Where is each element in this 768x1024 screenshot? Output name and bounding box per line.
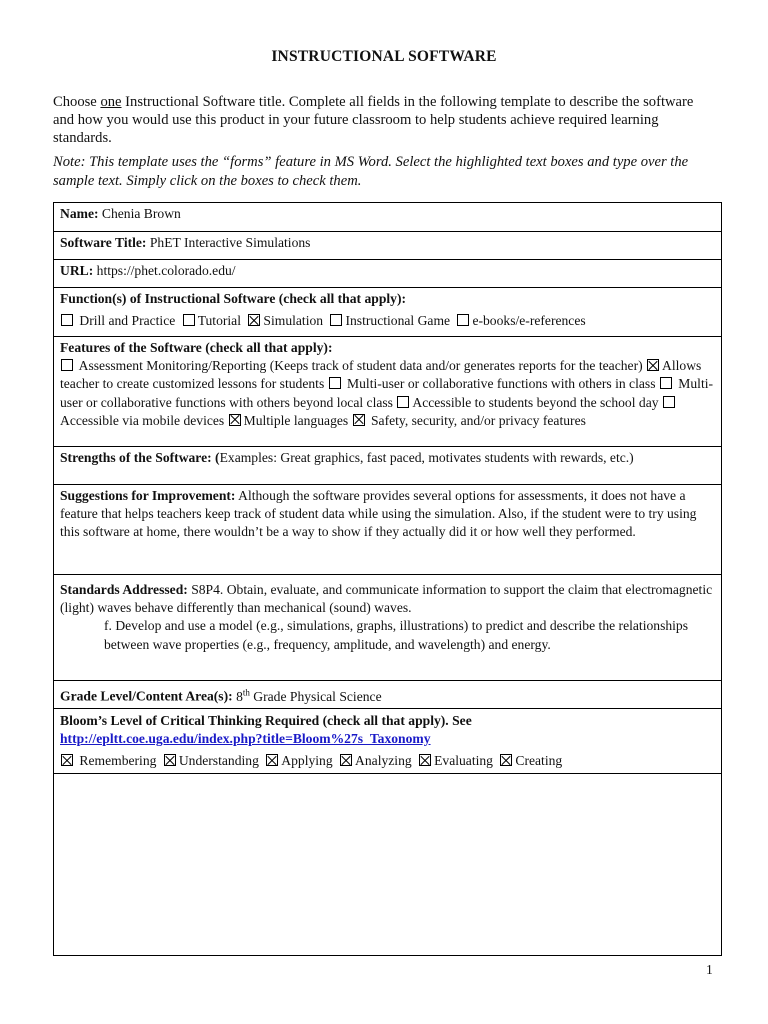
- empty-response-cell[interactable]: [54, 773, 722, 955]
- features-checkbox-2[interactable]: [329, 377, 341, 389]
- empty-response-row: [54, 773, 722, 955]
- name-row: [54, 203, 722, 232]
- grade-label: Grade Level/Content Area(s):: [60, 688, 233, 704]
- name-field[interactable]: Chenia Brown: [101, 206, 181, 221]
- strengths-row: [54, 447, 722, 485]
- url-row: [54, 260, 722, 288]
- features-option-label: Multi-user or collaborative functions with others in class: [347, 376, 656, 392]
- url-label: URL:: [60, 263, 94, 278]
- functions-checkbox-1[interactable]: [183, 314, 195, 326]
- functions-option-label: Tutorial: [197, 313, 241, 329]
- grade-row: [54, 681, 722, 709]
- software-title-field[interactable]: PhET Interactive Simulations: [149, 235, 311, 250]
- standards-row: [54, 575, 722, 681]
- features-checkbox-4[interactable]: [397, 396, 409, 408]
- grade-field[interactable]: [236, 689, 382, 704]
- features-option-label: Accessible to students beyond the school day: [412, 394, 659, 410]
- features-option-label: Multi-user or collaborative functions with others beyond local class: [60, 376, 714, 410]
- bloom-checkbox-0[interactable]: [61, 754, 73, 766]
- intro-underlined: one: [100, 94, 122, 110]
- bloom-options: [60, 752, 715, 770]
- bloom-option-label: Understanding: [178, 753, 259, 769]
- suggestions-label: Suggestions for Improvement:: [60, 488, 236, 503]
- functions-options: [60, 312, 715, 330]
- strengths-label: Strengths of the Software: (: [60, 450, 220, 465]
- functions-checkbox-0[interactable]: [61, 314, 73, 326]
- functions-option-label: Instructional Game: [345, 313, 451, 329]
- bloom-option-label: Evaluating: [434, 753, 493, 769]
- functions-option-label: e-books/e-references: [472, 313, 586, 329]
- grade-suffix: th: [242, 687, 250, 697]
- intro-paragraph: [53, 93, 718, 147]
- software-title-row: [54, 232, 722, 260]
- features-checkbox-3[interactable]: [660, 377, 672, 389]
- software-title-label: Software Title:: [60, 235, 147, 250]
- functions-checkbox-3[interactable]: [330, 314, 342, 326]
- features-row: [54, 337, 722, 447]
- features-checkbox-1[interactable]: [647, 359, 659, 371]
- suggestions-row: [54, 485, 722, 575]
- standards-sub[interactable]: f. Develop and use a model (e.g., simulations, graphs, illustrations) to predict and describe the relationships between wave properties (e.g., frequency, amplitude, and wavelength) and energy.: [104, 618, 689, 652]
- functions-option-label: Simulation: [263, 313, 324, 329]
- standards-main: [60, 581, 715, 617]
- bloom-option-label: Creating: [515, 753, 563, 769]
- bloom-checkbox-4[interactable]: [419, 754, 431, 766]
- bloom-row: [54, 709, 722, 774]
- functions-row: [54, 288, 722, 337]
- features-checkbox-7[interactable]: [353, 414, 365, 426]
- grade-subject: Grade Physical Science: [249, 688, 382, 704]
- bloom-option-label: Remembering: [79, 753, 157, 769]
- functions-label: Function(s) of Instructional Software (check all that apply):: [60, 291, 407, 306]
- strengths-field[interactable]: Examples: Great graphics, fast paced, motivates students with rewards, etc.): [219, 450, 634, 465]
- intro-post: Instructional Software title. Complete all fields in the following template to describe the software and how you would use this product in your future classroom to help students achieve required learning standards.: [53, 94, 694, 146]
- url-field[interactable]: https://phet.colorado.edu/: [96, 263, 236, 278]
- features-option-label: Accessible via mobile devices: [60, 412, 225, 428]
- functions-checkbox-2[interactable]: [248, 314, 260, 326]
- page-number: 1: [706, 962, 713, 977]
- functions-checkbox-4[interactable]: [457, 314, 469, 326]
- bloom-label: Bloom’s Level of Critical Thinking Required (check all that apply). See: [60, 713, 472, 728]
- bloom-checkbox-5[interactable]: [500, 754, 512, 766]
- features-option-label: Allows teacher to create customized lessons for students: [60, 358, 702, 392]
- bloom-option-label: Applying: [281, 753, 333, 769]
- page-title: INSTRUCTIONAL SOFTWARE: [271, 48, 497, 65]
- bloom-checkbox-2[interactable]: [266, 754, 278, 766]
- suggestions-field[interactable]: Although the software provides several options for assessments, it does not have a feature that helps teachers keep track of student data while using the simulation. Also, if the student were to try using this software at home, there wouldn’t be a way to show if they actually did it or how well they performed.: [60, 488, 697, 540]
- standards-label: Standards Addressed:: [60, 582, 188, 597]
- features-options: [60, 357, 715, 430]
- grade-number: 8: [236, 688, 243, 704]
- intro-pre: Choose: [53, 94, 101, 110]
- standards-field[interactable]: S8P4. Obtain, evaluate, and communicate information to support the claim that electromagnetic (light) waves behave differently than mechanical (sound) waves.: [60, 582, 713, 616]
- bloom-option-label: Analyzing: [355, 753, 412, 769]
- features-checkbox-6[interactable]: [229, 414, 241, 426]
- functions-option-label: Drill and Practice: [79, 313, 176, 329]
- template-note: Note: This template uses the “forms” feature in MS Word. Select the highlighted text boxes and type over the sample text. Simply click on the boxes to check them.: [53, 154, 689, 189]
- features-option-label: Multiple languages: [243, 412, 349, 428]
- name-label: Name:: [60, 206, 99, 221]
- features-checkbox-0[interactable]: [61, 359, 73, 371]
- software-form-table: [53, 202, 722, 956]
- features-checkbox-5[interactable]: [663, 396, 675, 408]
- bloom-checkbox-1[interactable]: [164, 754, 176, 766]
- features-option-label: Safety, security, and/or privacy features: [371, 412, 586, 428]
- features-option-label: Assessment Monitoring/Reporting (Keeps track of student data and/or generates reports for the teacher): [78, 358, 643, 374]
- bloom-checkbox-3[interactable]: [340, 754, 352, 766]
- features-label: Features of the Software (check all that apply):: [60, 340, 333, 355]
- bloom-taxonomy-link[interactable]: http://epltt.coe.uga.edu/index.php?title=Bloom%27s_Taxonomy: [60, 731, 431, 747]
